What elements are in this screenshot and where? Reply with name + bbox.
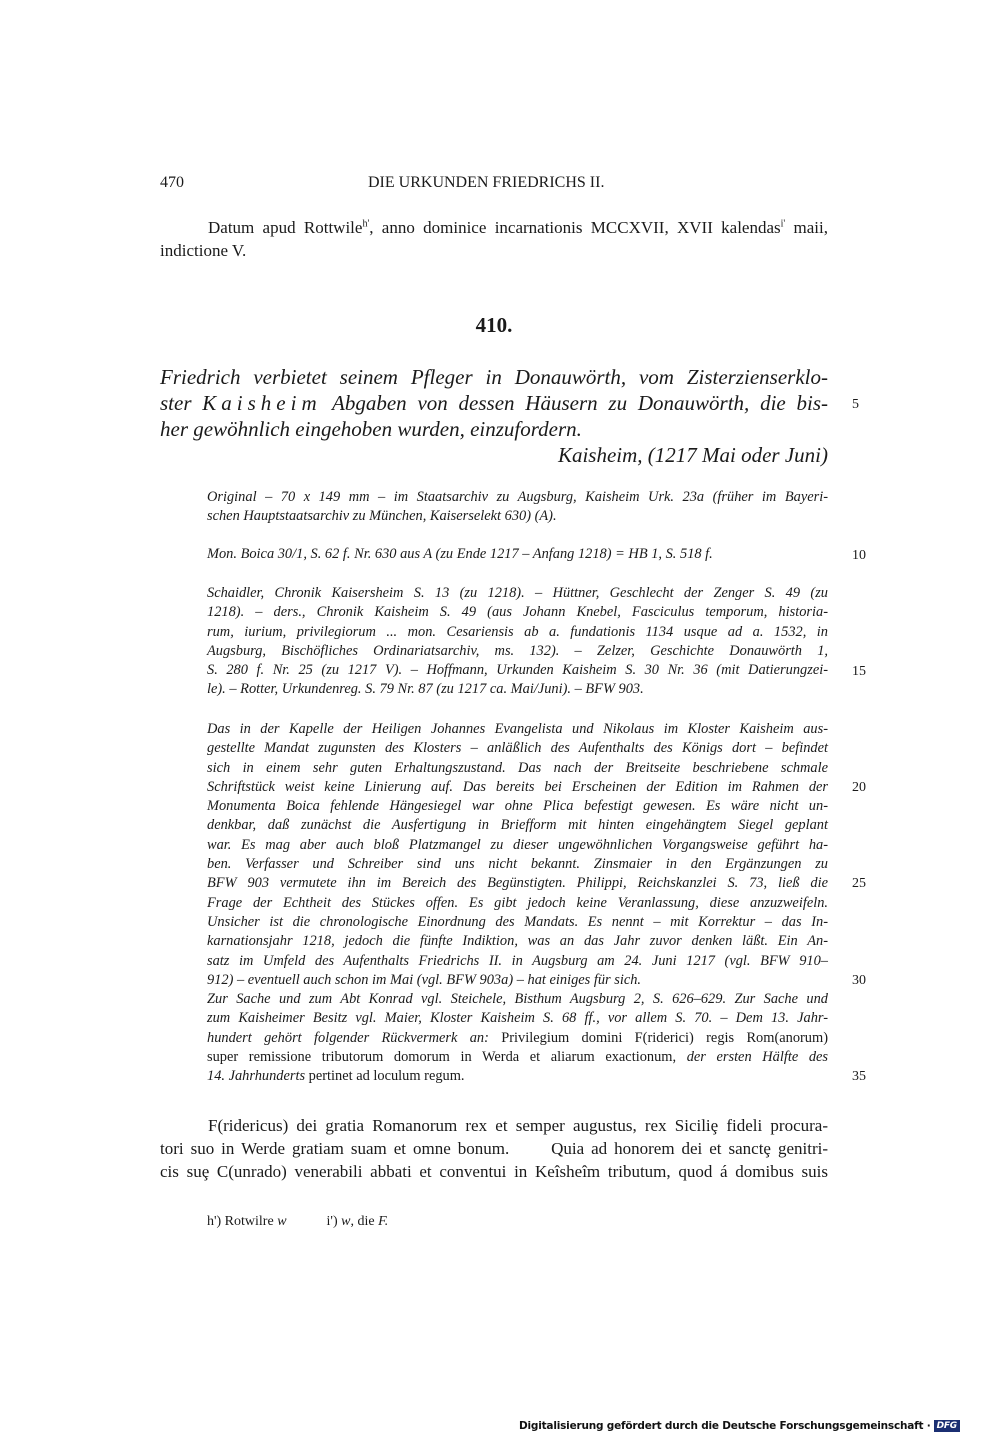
commentary-note: Das in der Kapelle der Heiligen Johannes Evangelista und Nikolaus im Kloster Kaisheim aus- gestellte Mandat zugunsten des Klosters – anläßlich des Aufenthalts des Königs dort – befindet sich in einem sehr guten Erhaltungszustand. Das nach der Breitseite beschriebene schmale Schriftstück weist keine Linierung auf. Das bereits bei Erscheinen der Edition im Rahmen der Monumenta Boica fehlende Hängesiegel war ohne Plica befestigt gewesen. Es wäre nicht un- denkbar, daß zunächst die Ausfertigung in Briefform mit hinten eingehängtem Siegel geplant war. Es mag aber auch bloß Platzmangel zu dieser ungewöhnlichen Vorgangsweise geführt ha- ben. Verfasser und Schreiber sind uns nicht bekannt. Zinsmaier in den Ergänzungen zu BFW 903 vermutete ihn im Bereich des Begünstigten. Philippi, Reichskanzlei S. 73, ließ die Frage der Echtheit des Stückes offen. Es gibt jedoch keine Veranlassung, diese anzuzweifeln. Unsicher ist die chronologische Einordnung des Mandats. Es nennt – mit Korrektur – das In- karnationsjahr 1218, jedoch die fünfte Indiktion, was an das Jahr zuvor denken läßt. Ein An- satz im Umfeld des Aufenthalts Friedrichs II. in Augsburg am 24. Juni 1217 (vgl. BFW 910– 912) – eventuell auch schon im Mai (vgl. BFW 903a) – hat einiges für sich. Zur Sache und zum Abt Konrad vgl. Steichele, Bisthum Augsburg 2, S. 626–629. Zur Sache und zum Kaisheimer Besitz vgl. Maier, Kloster Kaisheim S. 68 ff., vor allem S. 70. – Dem 13. Jahr- hundert gehört folgender Rückvermerk an: Privilegium domini F(riderici) regis Rom(anorum) super remissione tributorum domorum in Werda et aliarum exactionum, der ersten Hälfte des 14. Jahrhunderts pertinet ad loculum regum. (207, 721, 829, 1085)
footnotes: h') Rotwilre w i') w, die F. (207, 1214, 389, 1229)
line-number: 25 (852, 876, 866, 891)
datum-clause: Datum apud Rottwile$^{h'}$, anno dominice incarnationis MCCXVII, XVII kalendas$^{i'}$ maii, indictione V. (160, 218, 828, 260)
line-number: 20 (852, 780, 866, 795)
regest: Friedrich verbietet seinem Pfleger in Donauwörth, vom Zisterzienserklo- ster Kaisheim Abgaben von dessen Häusern zu Donauwörth, die bis- her gewöhnlich eingehoben wurden, einzufordern. Kaisheim, (1217 Mai oder Juni) (160, 365, 828, 467)
charter-text: F(ridericus) dei gratia Romanorum rex et semper augustus, rex Siciliȩ fideli procura- tori suo in Werde gratiam suam et omne bonum. Quia ad honorem dei et sanctȩ genitri- cis suȩ C(unrado) venerabili abbati et conventui in Keîsheîm tributum, quod á domibus suis (160, 1116, 828, 1181)
regest-dateline: Kaisheim, (1217 Mai oder Juni) (557, 443, 828, 467)
tradition-note: Original – 70 x 149 mm – im Staatsarchiv zu Augsburg, Kaisheim Urk. 23a (früher im Bayeri- schen Hauptstaatsarchiv zu München, Kaiserselekt 630) (A). (207, 489, 828, 525)
line-number: 10 (852, 548, 866, 563)
running-head: DIE URKUNDEN FRIEDRICHS II. (368, 174, 605, 191)
digitization-credit: Digitalisierung gefördert durch die Deutsche Forschungsgemeinschaft · DFG (519, 1420, 960, 1432)
page-number: 470 (160, 174, 184, 191)
document-number: 410. (475, 313, 513, 337)
dfg-logo: DFG (934, 1420, 960, 1432)
line-number: 30 (852, 973, 866, 988)
place-name-spaced: Kaisheim (202, 391, 322, 415)
line-number: 35 (852, 1069, 866, 1084)
line-number: 5 (852, 397, 859, 412)
line-number: 15 (852, 664, 866, 679)
literature-note: Schaidler, Chronik Kaisersheim S. 13 (zu 1218). – Hüttner, Geschlecht der Zenger S. 49 (zu 1218). – ders., Chronik Kaisheim S. 49 (aus Johann Knebel, Fasciculus temporum, historia- rum, iurium, privilegiorum ... mon. Cesariensis ab a. fundationis 1134 usque ad a. 1532, in Augsburg, Bischöfliches Ordinariatsarchiv, ms. 132). – Zelzer, Geschichte Donauwörth 1, S. 280 f. Nr. 25 (zu 1217 V). – Hoffmann, Urkunden Kaisheim S. 30 Nr. 36 (mit Datierungzei- le). – Rotter, Urkundenreg. S. 79 Nr. 87 (zu 1217 ca. Mai/Juni). – BFW 903. (207, 585, 828, 698)
editions-note: Mon. Boica 30/1, S. 62 f. Nr. 630 aus A (zu Ende 1217 – Anfang 1218) = HB 1, S. 518 f. (207, 546, 713, 562)
